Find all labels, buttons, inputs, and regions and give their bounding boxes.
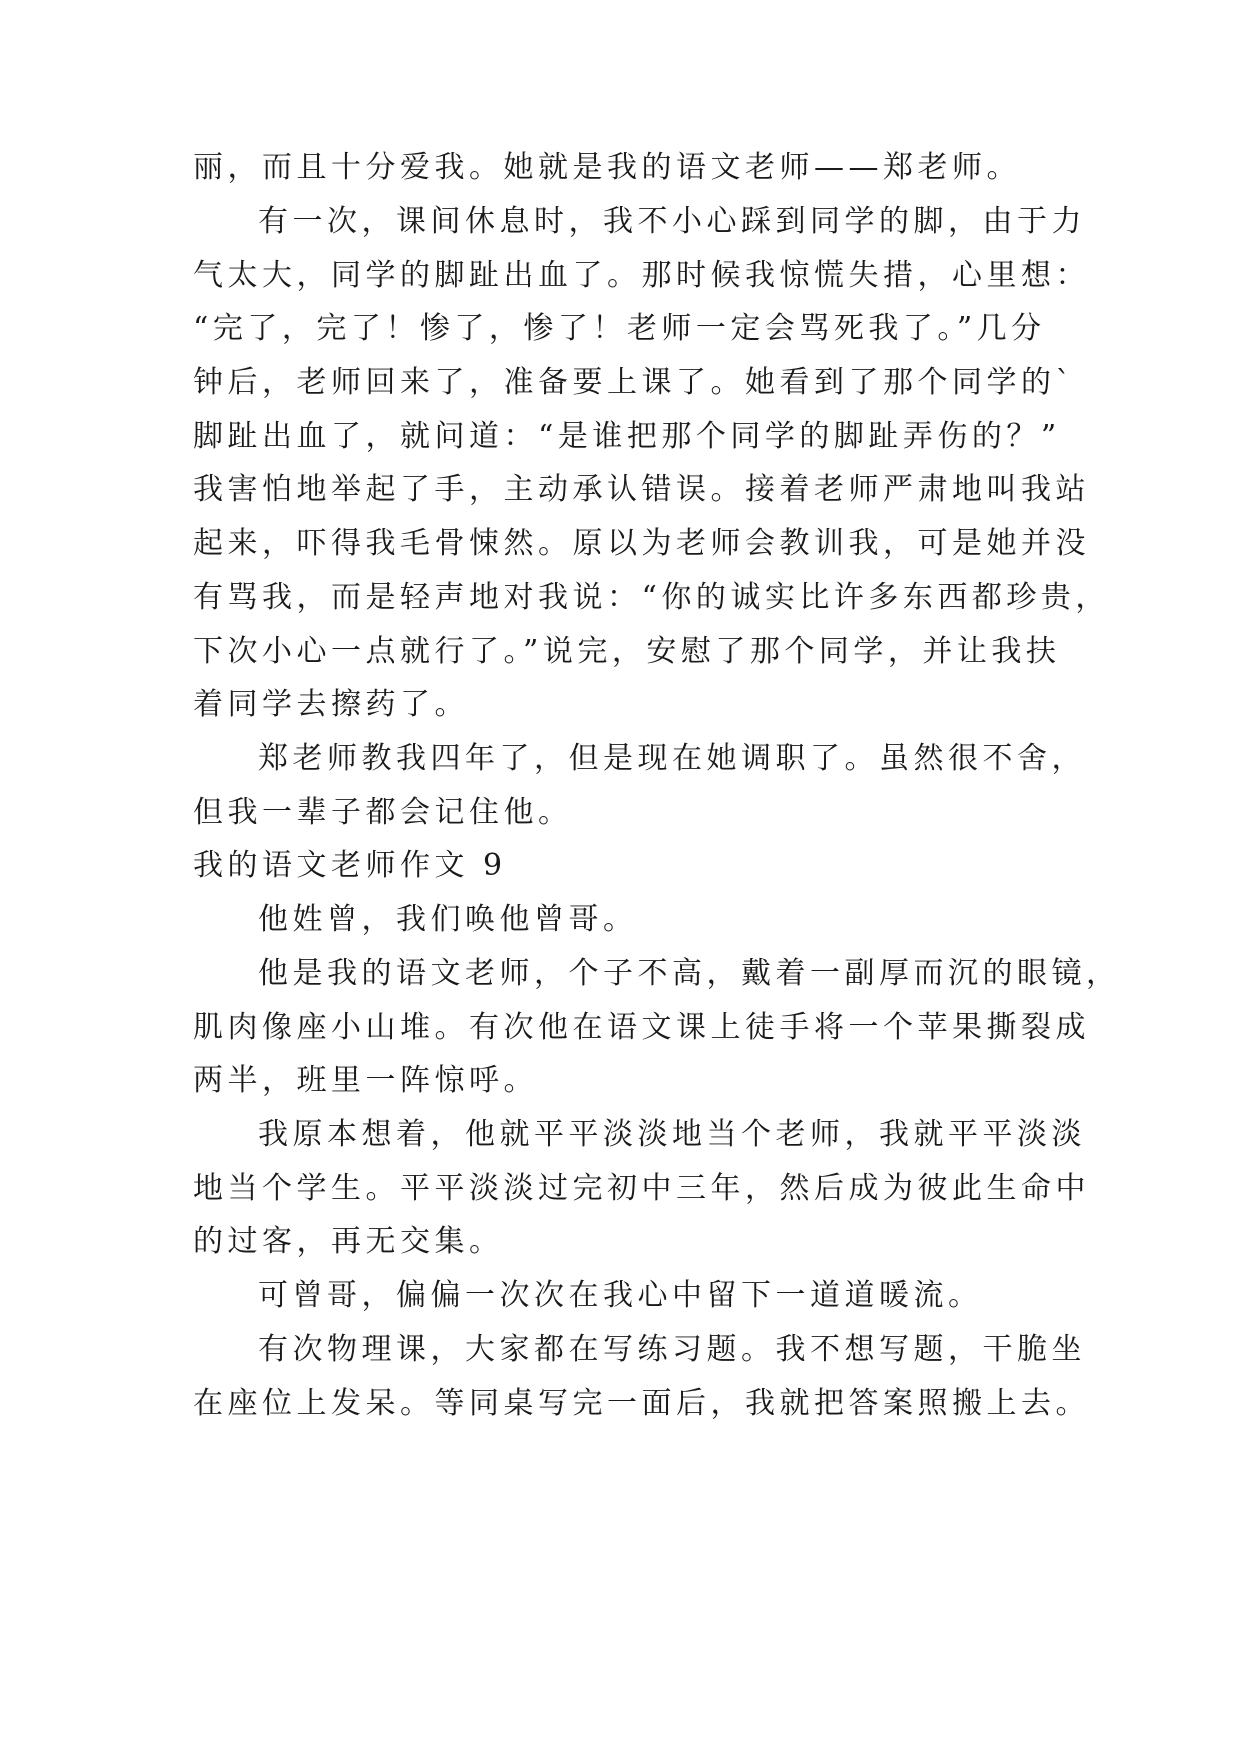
paragraph-start-line: 他姓曾，我们唤他曾哥。 [258, 902, 638, 937]
text-line: 气太大，同学的脚趾出血了。那时候我惊慌失措，心里想： [193, 258, 1090, 293]
text-line: 地当个学生。平平淡淡过完初中三年，然后成为彼此生命中 [193, 1171, 1090, 1206]
text-line: 钟后，老师回来了，准备要上课了。她看到了那个同学的` [193, 365, 1075, 400]
section-heading: 我的语文老师作文 9 [193, 848, 507, 883]
text-line: 但我一辈子都会记住他。 [193, 795, 573, 830]
text-line: 的过客，再无交集。 [193, 1224, 504, 1259]
paragraph-start-line: 有次物理课，大家都在写练习题。我不想写题，干脆坐 [258, 1332, 1086, 1367]
paragraph-start-line: 他是我的语文老师，个子不高，戴着一副厚而沉的眼镜， [258, 956, 1121, 991]
text-line: 在座位上发呆。等同桌写完一面后，我就把答案照搬上去。 [193, 1386, 1090, 1421]
text-line: 有骂我，而是轻声地对我说：“你的诚实比许多东西都珍贵， [193, 580, 1110, 615]
text-line: 起来，吓得我毛骨悚然。原以为老师会教训我，可是她并没 [193, 526, 1090, 561]
paragraph-start-line: 有一次，课间休息时，我不小心踩到同学的脚，由于力 [258, 204, 1086, 239]
text-line: 肌肉像座小山堆。有次他在语文课上徒手将一个苹果撕裂成 [193, 1010, 1090, 1045]
text-line: 我害怕地举起了手，主动承认错误。接着老师严肃地叫我站 [193, 472, 1090, 507]
paragraph-start-line: 郑老师教我四年了，但是现在她调职了。虽然很不舍， [258, 741, 1086, 776]
text-line: 脚趾出血了，就问道：“是谁把那个同学的脚趾弄伤的？” [193, 419, 1061, 454]
text-line: “完了，完了！惨了，惨了！老师一定会骂死我了。”几分 [193, 311, 1046, 346]
paragraph-start-line: 我原本想着，他就平平淡淡地当个老师，我就平平淡淡 [258, 1117, 1086, 1152]
text-line: 着同学去擦药了。 [193, 687, 469, 722]
paragraph-start-line: 可曾哥，偏偏一次次在我心中留下一道道暖流。 [258, 1278, 983, 1313]
text-line: 下次小心一点就行了。”说完，安慰了那个同学，并让我扶 [193, 634, 1061, 669]
text-line: 两半，班里一阵惊呼。 [193, 1063, 538, 1098]
text-line: 丽，而且十分爱我。她就是我的语文老师——郑老师。 [193, 150, 1021, 185]
